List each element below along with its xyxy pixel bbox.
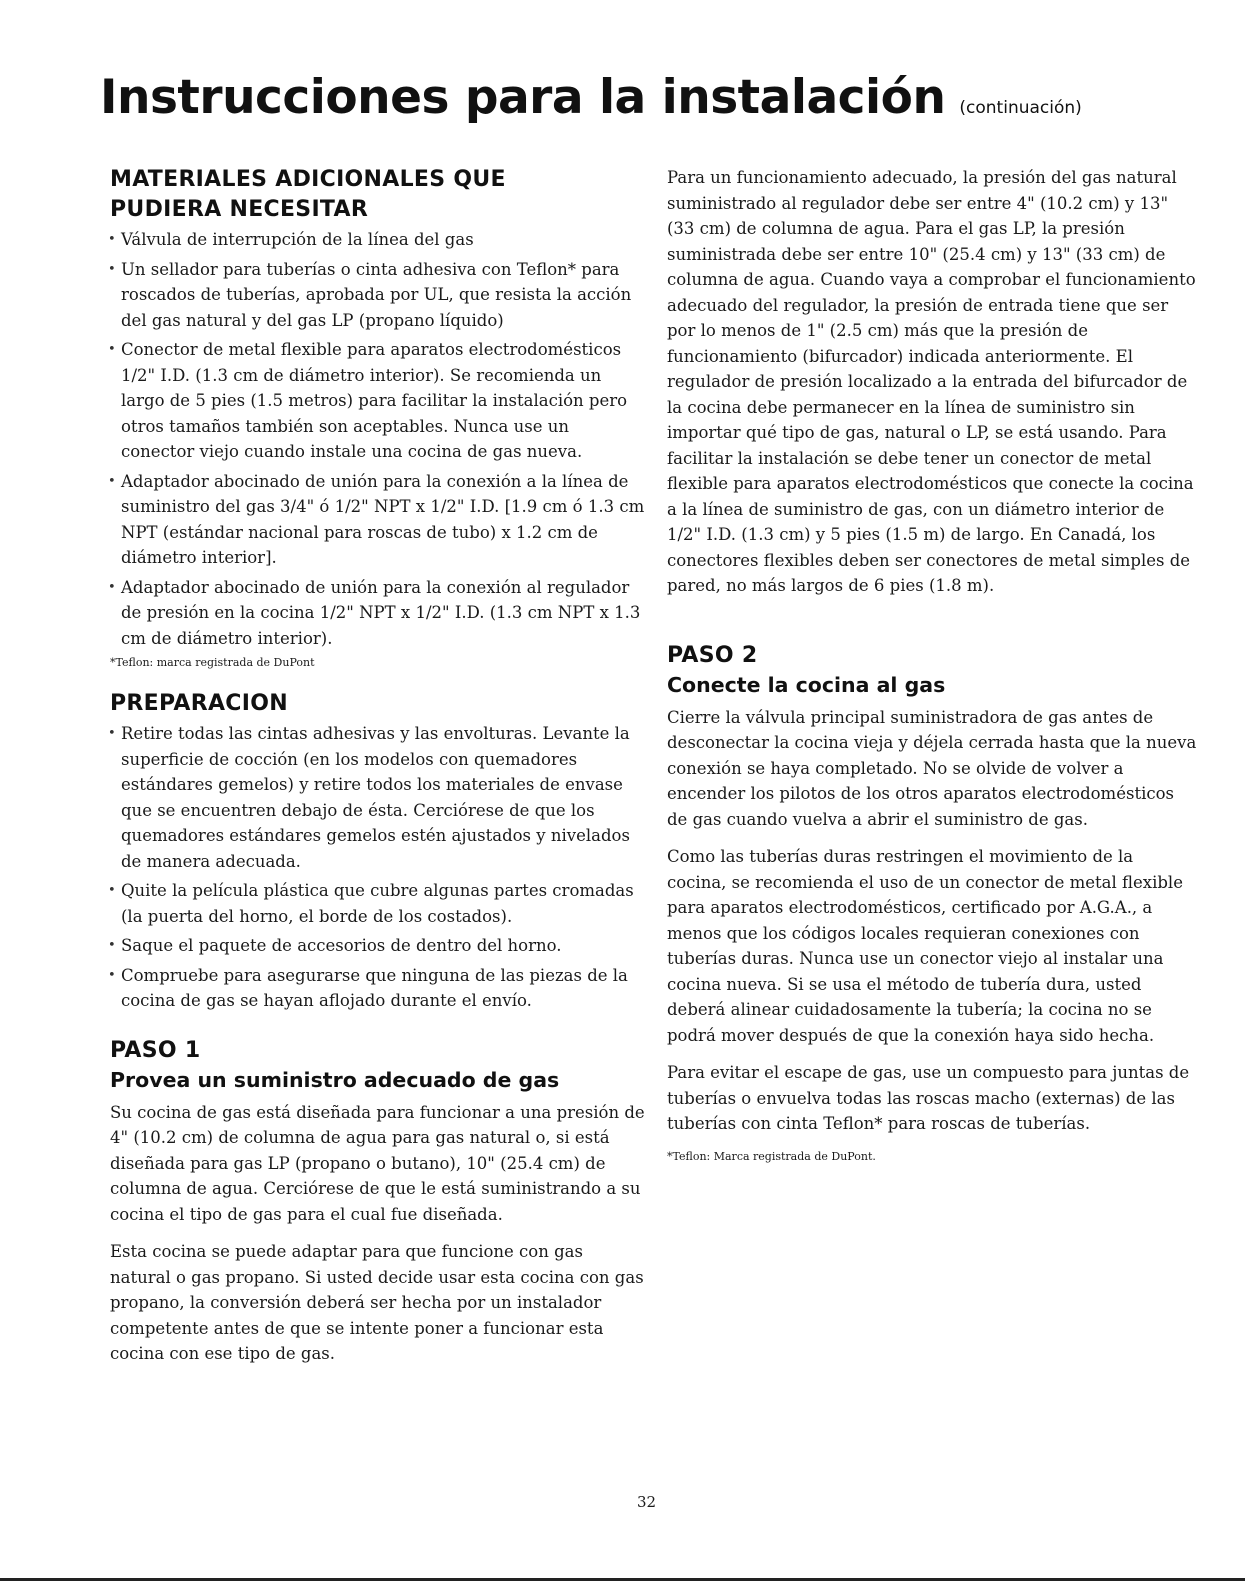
list-item: • Compruebe para asegurarse que ninguna de las piezas de la cocina de gas se hayan aflojado durante el envío.	[110, 963, 645, 1014]
page-subtitle: (continuación)	[959, 98, 1082, 118]
right-column	[667, 165, 1197, 1165]
preparation-list	[110, 721, 645, 1014]
step2-paragraph: Como las tuberías duras restringen el movimiento de la cocina, se recomienda el uso de un conector de metal flexible para aparatos electrodomésticos, certificado por A.G.A., a menos que los códigos locales requieran conexiones con tuberías duras. Nunca use un conector viejo al instalar una cocina nueva. Si se usa el método de tubería dura, usted deberá alinear cuidadosamente la tubería; la cocina no se podrá mover después de que la conexión haya sido hecha.	[667, 847, 1183, 1045]
left-column	[110, 165, 645, 1379]
page-header	[100, 70, 1220, 125]
step1-title: Provea un suministro adecuado de gas	[110, 1067, 560, 1092]
list-item: • Adaptador abocinado de unión para la conexión a la línea de suministro del gas 3/4" ó 1/2" NPT x 1/2" I.D. [1.9 cm ó 1.3 cm NPT (estándar nacional para roscas de tubo) x 1.2 cm de diámetro interior].	[110, 469, 645, 571]
step2-paragraph: Cierre la válvula principal suministradora de gas antes de desconectar la cocina vieja y déjela cerrada hasta que la nueva conexión se haya completado. No se olvide de volver a encender los pilotos de los otros aparatos electrodomésticos de gas cuando vuelva a abrir el suministro de gas.	[667, 707, 1197, 829]
materials-title-line2: PUDIERA NECESITAR	[110, 197, 369, 222]
list-item: • Conector de metal flexible para aparatos electrodomésticos 1/2" I.D. (1.3 cm de diámetro interior). Se recomienda un largo de 5 pies (1.5 metros) para facilitar la instalación pero otros tamaños también son aceptables. Nunca use un conector viejo cuando instale una cocina de gas nueva.	[110, 337, 645, 465]
list-item: • Saque el paquete de accesorios de dentro del horno.	[110, 933, 645, 959]
list-item: • Adaptador abocinado de unión para la conexión al regulador de presión en la cocina 1/2" NPT x 1/2" I.D. (1.3 cm NPT x 1.3 cm de diámetro interior).	[110, 575, 645, 652]
page-number: 32	[637, 1493, 657, 1511]
preparation-title: PREPARACION	[110, 691, 288, 716]
step1-label: PASO 1	[110, 1037, 201, 1063]
gas-pressure-paragraph: Para un funcionamiento adecuado, la presión del gas natural suministrado al regulador debe ser entre 4" (10.2 cm) y 13" (33 cm) de columna de agua. Para el gas LP, la presión suministrada debe ser entre 10" (25.4 cm) y 13" (33 cm) de columna de agua. Cuando vaya a comprobar el funcionamiento adecuado del regulador, la presión de entrada tiene que ser por lo menos de 1" (2.5 cm) más que la presión de funcionamiento (bifurcador) indicada anteriormente. El regulador de presión localizado a la entrada del bifurcador de la cocina debe permanecer en la línea de suministro sin importar qué tipo de gas, natural o LP, se está usando. Para facilitar la instalación se debe tener un conector de metal flexible para aparatos electrodomésticos que conecte la cocina a la línea de suministro de gas, con un diámetro interior de 1/2" I.D. (1.3 cm) y 5 pies (1.5 m) de largo. En Canadá, los conectores flexibles deben ser conectores de metal simples de pared, no más largos de 6 pies (1.8 m).	[667, 168, 1196, 595]
step1-paragraph: Esta cocina se puede adaptar para que funcione con gas natural o gas propano. Si usted decide usar esta cocina con gas propano, la conversión deberá ser hecha por un instalador competente antes de que se intente poner a funcionar esta cocina con ese tipo de gas.	[110, 1242, 644, 1363]
materials-title-line1: MATERIALES ADICIONALES QUE	[110, 167, 506, 192]
step1-section	[110, 1036, 645, 1367]
list-item: • Quite la película plástica que cubre algunas partes cromadas (la puerta del horno, el borde de los costados).	[110, 878, 645, 929]
list-item: • Válvula de interrupción de la línea del gas	[110, 227, 645, 253]
teflon-footnote: *Teflon: marca registrada de DuPont	[110, 656, 315, 669]
step2-title: Conecte la cocina al gas	[667, 672, 946, 697]
step2-label: PASO 2	[667, 642, 758, 668]
list-item: • Retire todas las cintas adhesivas y las envolturas. Levante la superficie de cocción (en los modelos con quemadores estándares gemelos) y retire todos los materiales de envase que se encuentren debajo de ésta. Cerciórese de que los quemadores estándares gemelos estén ajustados y nivelados de manera adecuada.	[110, 721, 645, 874]
teflon-footnote: *Teflon: Marca registrada de DuPont.	[667, 1149, 876, 1163]
list-item: • Un sellador para tuberías o cinta adhesiva con Teflon* para roscados de tuberías, aprobada por UL, que resista la acción del gas natural y del gas LP (propano líquido)	[110, 257, 645, 334]
bottom-divider	[0, 1578, 1245, 1581]
materials-list	[110, 227, 645, 651]
step1-paragraph: Su cocina de gas está diseñada para funcionar a una presión de 4" (10.2 cm) de columna de agua para gas natural o, si está diseñada para gas LP (propano o butano), 10" (25.4 cm) de columna de agua. Cerciórese de que le está suministrando a su cocina el tipo de gas para el cual fue diseñada.	[110, 1102, 645, 1224]
preparation-section	[110, 689, 645, 1014]
materials-section	[110, 165, 645, 671]
page-title: Instrucciones para la instalación	[100, 70, 946, 125]
step2-section	[667, 641, 1197, 1165]
step2-paragraph: Para evitar el escape de gas, use un compuesto para juntas de tuberías o envuelva todas las roscas macho (externas) de las tuberías con cinta Teflon* para roscas de tuberías.	[667, 1063, 1190, 1133]
